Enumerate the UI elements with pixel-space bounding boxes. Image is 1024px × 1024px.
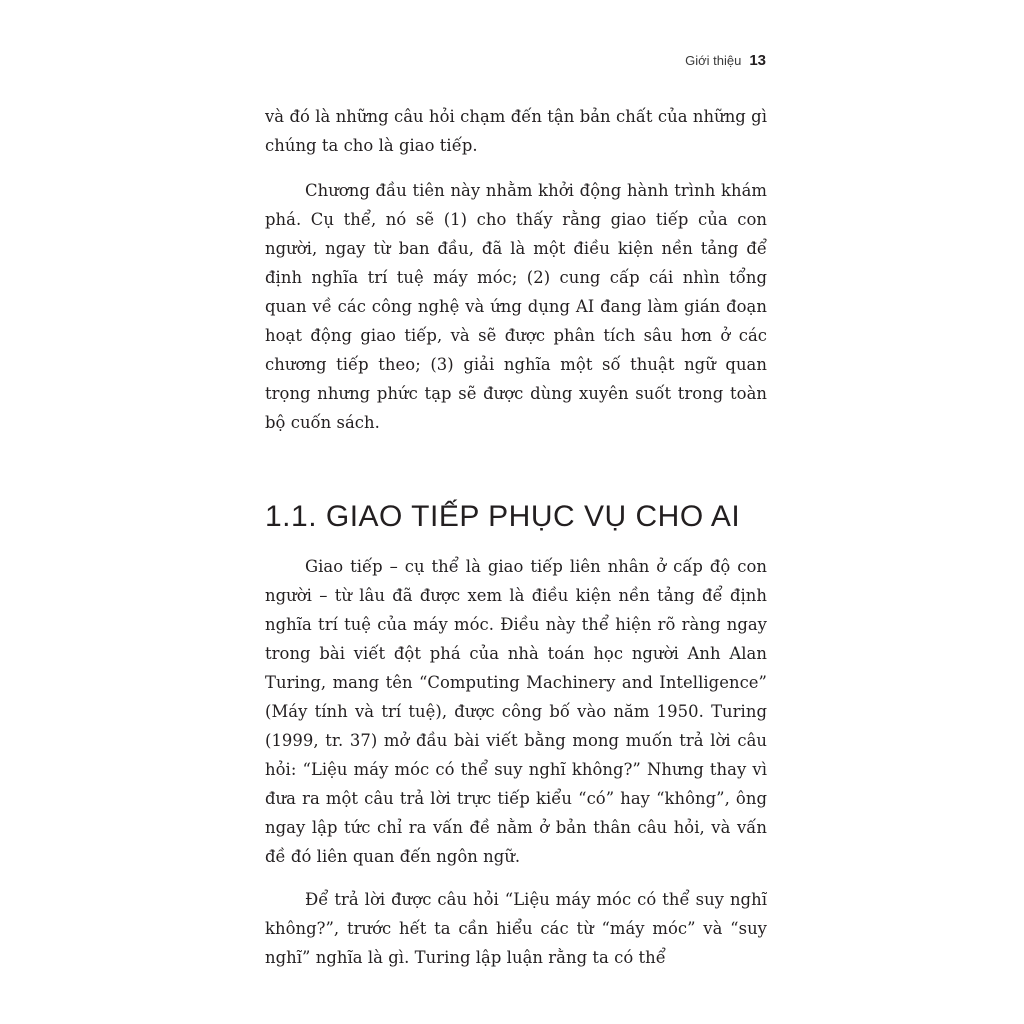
paragraph-chapter-overview <box>265 176 767 437</box>
paragraph-continuation <box>265 102 767 160</box>
paragraph-turing-intro <box>265 552 767 871</box>
running-header <box>685 52 766 69</box>
paragraph-4-text: Để trả lời được câu hỏi “Liệu máy móc có thể suy nghĩ không?”, trước hết ta cần hiểu các từ “máy móc” và “suy nghĩ” nghĩa là gì. Turing lập luận rằng ta có thể <box>265 890 767 967</box>
paragraph-2-text: Chương đầu tiên này nhằm khởi động hành trình khám phá. Cụ thể, nó sẽ (1) cho thấy rằng giao tiếp của con người, ngay từ ban đầu, đã là một điều kiện nền tảng để định nghĩa trí tuệ máy móc; (2) cung cấp cái nhìn tổng quan về các công nghệ và ứng dụng AI đang làm gián đoạn hoạt động giao tiếp, và sẽ được phân tích sâu hơn ở các chương tiếp theo; (3) giải nghĩa một số thuật ngữ quan trọng nhưng phức tạp sẽ được dùng xuyên suốt trong toàn bộ cuốn sách. <box>265 181 767 432</box>
paragraph-machine-thinking <box>265 885 767 972</box>
running-header-title: Giới thiệu <box>685 53 742 68</box>
paragraph-3-text: Giao tiếp – cụ thể là giao tiếp liên nhân ở cấp độ con người – từ lâu đã được xem là điều kiện nền tảng để định nghĩa trí tuệ của máy móc. Điều này thể hiện rõ ràng ngay trong bài viết đột phá của nhà toán học người Anh Alan Turing, mang tên “Computing Machinery and Intelligence” (Máy tính và trí tuệ), được công bố vào năm 1950. Turing (1999, tr. 37) mở đầu bài viết bằng mong muốn trả lời câu hỏi: “Liệu máy móc có thể suy nghĩ không?” Nhưng thay vì đưa ra một câu trả lời trực tiếp kiểu “có” hay “không”, ông ngay lập tức chỉ ra vấn đề nằm ở bản thân câu hỏi, và vấn đề đó liên quan đến ngôn ngữ. <box>265 557 767 866</box>
page-number: 13 <box>749 52 766 69</box>
section-heading: 1.1. GIAO TIẾP PHỤC VỤ CHO AI <box>265 500 741 533</box>
paragraph-1-text: và đó là những câu hỏi chạm đến tận bản chất của những gì chúng ta cho là giao tiếp. <box>265 107 767 155</box>
